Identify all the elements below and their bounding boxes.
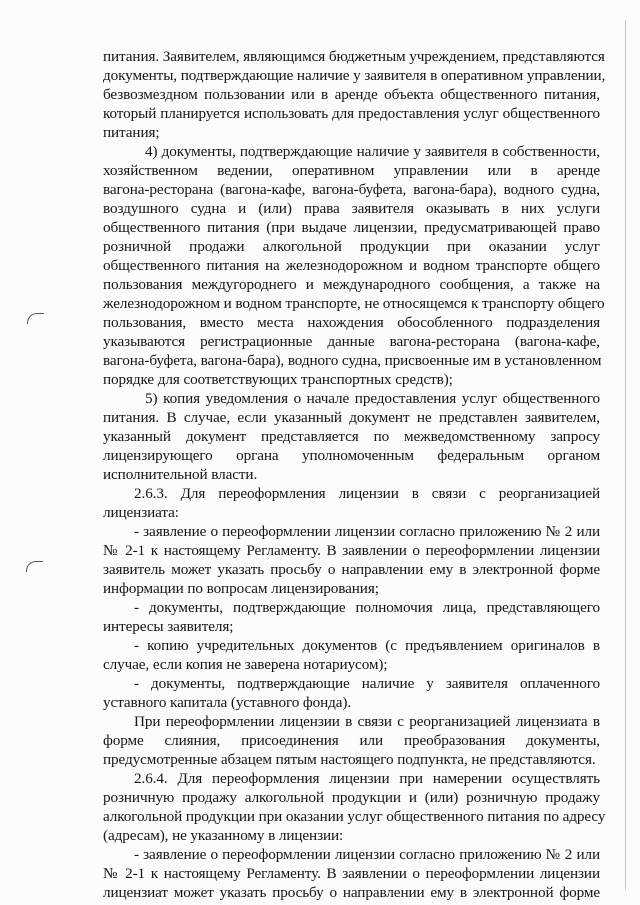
text-line: который планируется использовать для предоставления услуг общественного	[103, 105, 600, 122]
text-line: указанный документ представляется по межведомственному запросу	[103, 428, 600, 445]
text-line: информации по вопросам лицензирования;	[103, 580, 379, 597]
text-line: № 2-1 к настоящему Регламенту. В заявлении о переоформлении лицензии	[103, 865, 600, 882]
text-line: вагона-ресторана (вагона-кафе, вагона-буфета, вагона-бара), водного судна,	[103, 181, 600, 198]
text-line: пользования, вместо места нахождения обособленного подразделения	[103, 314, 600, 331]
text-line: документы, подтверждающие наличие у заявителя в оперативном управлении,	[103, 67, 606, 84]
binding-hole-mark	[26, 561, 43, 572]
text-line: хозяйственном ведении, оперативном управлении или в аренде	[103, 162, 600, 179]
text-line: 4) документы, подтверждающие наличие у заявителя в собственности,	[145, 143, 600, 160]
text-line: розничной продажи алкогольной продукции при оказании услуг	[103, 238, 600, 255]
text-line: (адресам), не указанному в лицензии:	[103, 827, 344, 844]
text-line: лицензиата:	[103, 504, 179, 521]
text-line: безвозмездном пользовании или в аренде объекта общественного питания,	[103, 86, 600, 103]
text-line: - копию учредительных документов (с предъявлением оригиналов в	[134, 637, 600, 654]
text-line: вагона-буфета, вагона-бара), водного судна, присвоенные им в установленном	[103, 352, 602, 369]
text-line: уставного капитала (уставного фонда).	[103, 694, 352, 711]
text-line: При переоформлении лицензии в связи с реорганизацией лицензиата в	[134, 713, 600, 730]
text-line: - документы, подтверждающие наличие у заявителя оплаченного	[134, 675, 600, 692]
text-line: питания. В случае, если указанный документ не представлен заявителем,	[103, 409, 600, 426]
text-line: 2.6.4. Для переоформления лицензии при намерении осуществлять	[134, 770, 600, 787]
text-line: питания. Заявителем, являющимся бюджетным учреждением, представляются	[103, 48, 605, 65]
text-line: алкогольной продукции при оказании услуг общественного питания по адресу	[103, 808, 606, 825]
text-line: № 2-1 к настоящему Регламенту. В заявлении о переоформлении лицензии	[103, 542, 600, 559]
text-line: порядке для соответствующих транспортных средств);	[103, 371, 453, 388]
text-line: воздушного судна и (или) права заявителя оказывать в них услуги	[103, 200, 600, 217]
text-line: - документы, подтверждающие полномочия лица, представляющего	[134, 599, 600, 616]
binding-hole-mark	[27, 313, 44, 324]
text-line: случае, если копия не заверена нотариусом);	[103, 656, 388, 673]
text-line: розничную продажу алкогольной продукции и (или) розничную продажу	[103, 789, 600, 806]
text-line: форме слияния, присоединения или преобразования документы,	[103, 732, 600, 749]
text-line: указываются регистрационные данные вагона-ресторана (вагона-кафе,	[103, 333, 600, 350]
text-line: 5) копия уведомления о начале предоставления услуг общественного	[145, 390, 600, 407]
text-line: общественного питания (при выдаче лицензии, предусматривающей право	[103, 219, 600, 236]
text-line: - заявление о переоформлении лицензии согласно приложению № 2 или	[134, 523, 600, 540]
text-line: 2.6.3. Для переоформления лицензии в связи с реорганизацией	[134, 485, 600, 502]
text-line: предусмотренные абзацем пятым настоящего подпункта, не представляются.	[103, 751, 596, 768]
text-line: железнодорожном и водном транспорте, не относящемся к транспорту общего	[103, 295, 605, 312]
text-line: - заявление о переоформлении лицензии согласно приложению № 2 или	[134, 846, 600, 863]
text-line: пользования междугороднего и международного сообщения, а также на	[103, 276, 600, 293]
scan-edge-line	[625, 20, 626, 890]
text-line: исполнительной власти.	[103, 466, 258, 483]
text-line: интересы заявителя;	[103, 618, 234, 635]
text-line: лицензирующего органа уполномоченным федеральным органом	[103, 447, 600, 464]
text-line: лицензиат может указать просьбу о направлении ему в электронной форме	[103, 884, 600, 901]
text-line: общественного питания на железнодорожном и водном транспорте общего	[103, 257, 600, 274]
text-line: заявитель может указать просьбу о направлении ему в электронной форме	[103, 561, 600, 578]
text-line: питания;	[103, 124, 160, 141]
